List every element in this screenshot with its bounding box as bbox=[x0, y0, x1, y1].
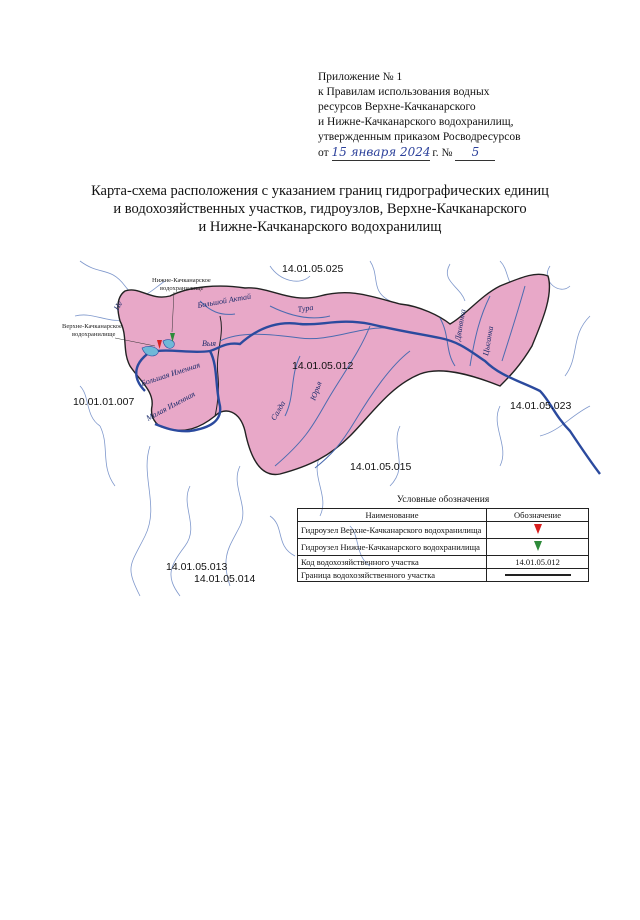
code-sw1: 14.01.05.013 bbox=[166, 561, 228, 573]
legend-header-symbol: Обозначение bbox=[487, 509, 589, 522]
river-label-dvinyanka: Двинянка bbox=[453, 308, 468, 342]
code-west: 10.01.01.007 bbox=[73, 396, 135, 408]
green-dam-icon bbox=[533, 540, 543, 552]
river-label-vyya: Выя bbox=[202, 339, 217, 348]
river-label-malaya-imennaya: Малая Именная bbox=[144, 389, 197, 423]
red-dam-icon bbox=[533, 523, 543, 535]
code-north: 14.01.05.025 bbox=[282, 263, 344, 275]
legend-title: Условные обозначения bbox=[396, 495, 490, 505]
code-sw2: 14.01.05.014 bbox=[194, 573, 256, 585]
code-center: 14.01.05.012 bbox=[292, 360, 354, 372]
upper-reservoir-label-2: водохранилище bbox=[72, 331, 116, 338]
appendix-block bbox=[318, 70, 521, 161]
river-label-bolshaya-imennaya: Большая Именная bbox=[139, 360, 202, 388]
legend-symbol-cell bbox=[487, 569, 589, 582]
appendix-date-line bbox=[318, 145, 521, 161]
appendix-line: утвержденным приказом Росводресурсов bbox=[318, 131, 521, 143]
river-label-tura: Тура bbox=[297, 302, 314, 314]
appendix-line: к Правилам использования водных bbox=[318, 86, 490, 98]
from-label: от bbox=[318, 147, 329, 159]
legend-row-upper-dam: Гидроузел Верхне-Качканарского водохранилища bbox=[298, 522, 487, 539]
river-label-yurya: Юрья bbox=[308, 380, 324, 402]
appendix-line: Приложение № 1 bbox=[318, 71, 403, 83]
legend-symbol-cell bbox=[487, 522, 589, 539]
legend-header-name: Наименование bbox=[298, 509, 487, 522]
river-label-salda: Салда bbox=[268, 399, 288, 422]
river-label-tsyganka: Цыганка bbox=[481, 325, 496, 357]
legend-row-code: Код водохозяйственного участка bbox=[298, 556, 487, 569]
map-legend bbox=[297, 495, 589, 582]
year-suffix: г. № bbox=[432, 147, 453, 159]
upper-reservoir-label-1: Верхне-Качканарское bbox=[62, 323, 122, 330]
river-label-bolshoy-aktai: Большой Актай bbox=[196, 291, 252, 310]
lower-reservoir-label-2: водохранилище bbox=[160, 285, 204, 292]
legend-row-lower-dam: Гидроузел Нижне-Качканарского водохранилища bbox=[298, 539, 487, 556]
appendix-line: ресурсов Верхне-Качканарского bbox=[318, 101, 476, 113]
legend-row-boundary: Граница водохозяйственного участка bbox=[298, 569, 487, 582]
river-label-ne: Не bbox=[111, 299, 125, 312]
appendix-line: и Нижне-Качканарского водохранилищ, bbox=[318, 116, 514, 128]
legend-table bbox=[297, 508, 589, 582]
page-title bbox=[0, 182, 640, 236]
code-south: 14.01.05.015 bbox=[350, 461, 412, 473]
legend-code-symbol: 14.01.05.012 bbox=[487, 556, 589, 569]
title-line: Карта-схема расположения с указанием границ гидрографических единиц bbox=[91, 183, 549, 199]
legend-symbol-cell bbox=[487, 539, 589, 556]
code-east: 14.01.05.023 bbox=[510, 400, 572, 412]
handwritten-number: 5 bbox=[455, 145, 495, 161]
boundary-line-icon bbox=[503, 572, 573, 578]
handwritten-date: 15 января 2024 bbox=[331, 145, 431, 159]
lower-reservoir-label-1: Нижне-Качканарское bbox=[152, 277, 211, 284]
title-line: и водохозяйственных участков, гидроузлов, Верхне-Качканарского bbox=[113, 201, 527, 217]
title-line: и Нижне-Качканарского водохранилищ bbox=[198, 219, 442, 235]
